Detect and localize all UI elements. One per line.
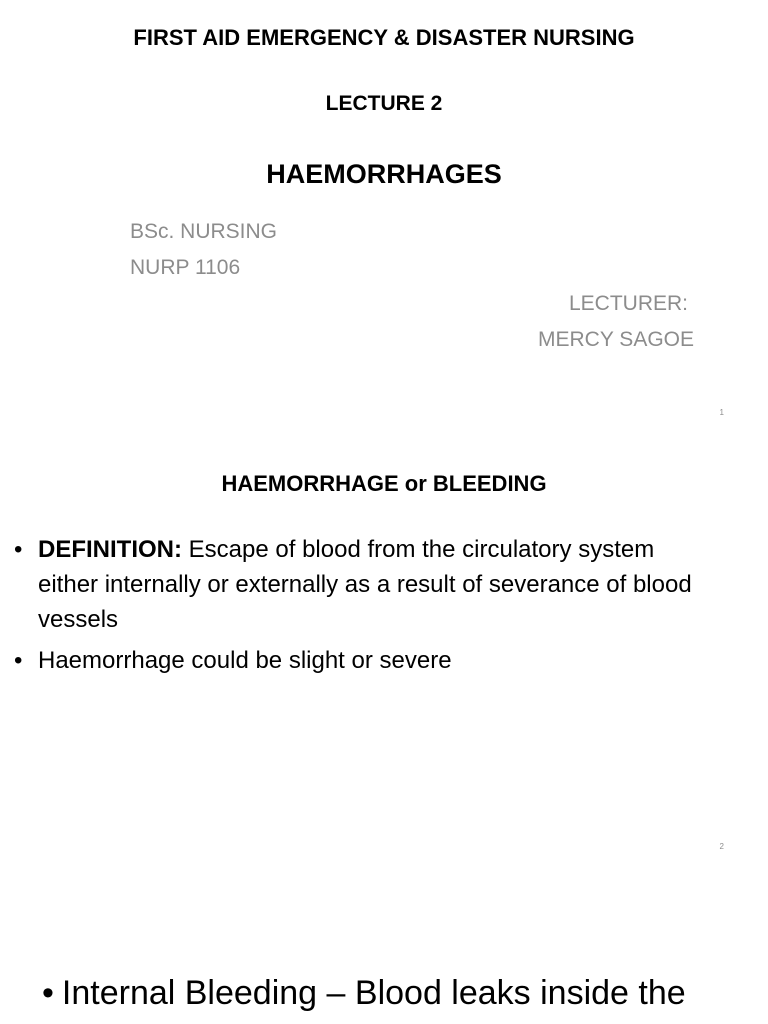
list-item (0, 532, 768, 637)
definition-text: Escape of blood from the circulatory system either internally or externally as a result of severance of blood vessels (38, 536, 692, 633)
page-number: 2 (719, 842, 724, 851)
bullet-list (0, 532, 768, 684)
course-title: FIRST AID EMERGENCY & DISASTER NURSING (133, 25, 635, 50)
page-number: 1 (719, 408, 724, 417)
lecturer-label: LECTURER: (568, 292, 688, 315)
definition-label: DEFINITION: (38, 536, 182, 563)
bullet-icon: • (14, 536, 23, 563)
lecture-number: LECTURE 2 (325, 92, 443, 115)
bullet-icon: • (42, 974, 54, 1012)
internal-bleeding-text: Internal Bleeding – Blood leaks inside the (61, 974, 686, 1012)
severity-text: Haemorrhage could be slight or severe (38, 647, 452, 674)
course-code: NURP 1106 (130, 256, 241, 279)
list-item (42, 974, 686, 1013)
slide-3 (0, 868, 768, 1024)
slide-2 (0, 434, 768, 868)
lecturer-name: MERCY SAGOE (538, 328, 694, 351)
list-item (0, 643, 768, 678)
topic-title: HAEMORRHAGES (266, 159, 502, 189)
bullet-icon: • (14, 647, 23, 674)
program-label: BSc. NURSING (130, 220, 278, 243)
slide-title: HAEMORRHAGE or BLEEDING (221, 471, 547, 496)
slide-1 (0, 0, 768, 434)
